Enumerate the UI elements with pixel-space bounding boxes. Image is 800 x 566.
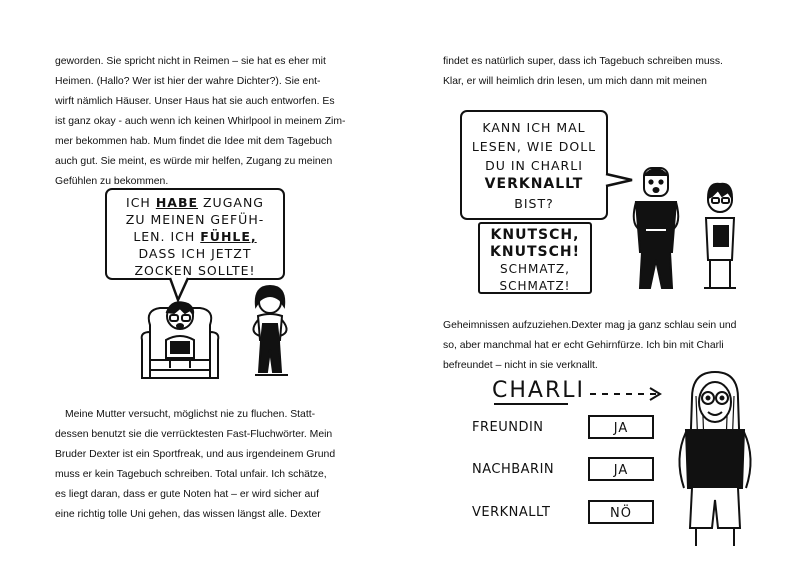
bubble-line: SCHMATZ! <box>499 279 571 293</box>
text-line: ist ganz okay - auch wenn ich keinen Whirlpool in meinem Zim- <box>55 116 346 127</box>
text-line: wirft nämlich Häuser. Unser Haus hat sie auch entworfen. Es <box>55 96 335 107</box>
bubble-line <box>107 194 283 211</box>
text-line: findet es natürlich super, dass ich Tagebuch schreiben muss. <box>443 56 723 67</box>
bubble-line: KNUTSCH, <box>490 227 580 243</box>
bubble-line: ZOCKEN SOLLTE! <box>134 263 256 278</box>
title-arrow <box>490 380 670 410</box>
right-page <box>400 0 800 566</box>
bubble-emphasis: FÜHLE, <box>200 229 257 244</box>
speech-bubble-mom-scene <box>105 188 285 280</box>
text-line: Heimen. (Hallo? Wer ist hier der wahre Dichter?). Sie ent- <box>55 76 321 87</box>
bubble-line: LESEN, WIE DOLL <box>471 139 597 154</box>
text-line: Bruder Dexter ist ein Sportfreak, und aus irgendeinem Grund <box>55 449 336 460</box>
text-line: auch gut. Sie meint, es würde mir helfen, Zugang zu meinen <box>55 156 333 167</box>
text-line: Meine Mutter versucht, möglichst nie zu fluchen. Statt- <box>65 409 316 420</box>
bubble-text: LEN. ICH <box>133 229 201 244</box>
chart-row-label: VERKNALLT <box>472 505 551 520</box>
left-paragraph-2 <box>55 405 335 525</box>
text-line: geworden. Sie spricht nicht in Reimen – sie hat es eher mit <box>55 56 326 67</box>
chart-answer-box: JA <box>588 415 654 439</box>
text-line: so, aber manchmal hat er echt Gehirnfürze. Ich bin mit Charli <box>443 340 724 351</box>
text-line: befreundet – nicht in sie verknallt. <box>443 360 598 371</box>
bubble-line: DU IN CHARLI <box>485 158 583 173</box>
bubble-text: ZUGANG <box>198 195 264 210</box>
bubble-line: BIST? <box>514 196 554 211</box>
bubble-line: KNUTSCH! <box>490 244 580 260</box>
chart-answer-box: JA <box>588 457 654 481</box>
bubble-line <box>107 228 283 245</box>
bubble-text: ICH <box>126 195 156 210</box>
text-line: muss er kein Tagebuch schreiben. Total unfair. Ich schätze, <box>55 469 327 480</box>
illustration-kid-armchair-and-mom <box>130 280 330 390</box>
illustration-charli <box>670 368 760 548</box>
left-paragraph-1 <box>55 52 345 192</box>
chart-answer-box: NÖ <box>588 500 654 524</box>
bubble-line: ZU MEINEN GEFÜH- <box>125 212 265 227</box>
right-paragraph-2 <box>443 316 736 376</box>
right-paragraph-1 <box>443 52 723 92</box>
illustration-dexter-and-kid <box>628 160 748 300</box>
text-line: Klar, er will heimlich drin lesen, um mich dann mit meinen <box>443 76 707 87</box>
text-line: dessen benutzt sie die verrücktesten Fast-Fluchwörter. Mein <box>55 429 333 440</box>
chart-row-label: NACHBARIN <box>472 462 555 477</box>
text-line: eine richtig tolle Uni gehen, das wissen längst alle. Dexter <box>55 509 321 520</box>
speech-bubble-dexter <box>460 110 608 220</box>
text-line: Geheimnissen aufzuziehen.Dexter mag ja ganz schlau sein und <box>443 320 737 331</box>
text-line: es liegt daran, dass er gute Noten hat – er wird sicher auf <box>55 489 319 500</box>
charli-title: CHARLI <box>492 378 585 403</box>
bubble-line: DASS ICH JETZT <box>138 246 252 261</box>
bubble-line: SCHMATZ, <box>499 262 570 276</box>
bubble-line: KANN ICH MAL <box>482 120 586 135</box>
bubble-emphasis: HABE <box>155 195 199 210</box>
text-line: mer bekommen hab. Mum findet die Idee mit dem Tagebuch <box>55 136 333 147</box>
text-line: Gefühlen zu bekommen. <box>55 176 169 187</box>
speech-bubble-knutsch <box>478 222 592 294</box>
bubble-line: VERKNALLT <box>484 176 584 192</box>
chart-row-label: FREUNDIN <box>472 420 544 435</box>
